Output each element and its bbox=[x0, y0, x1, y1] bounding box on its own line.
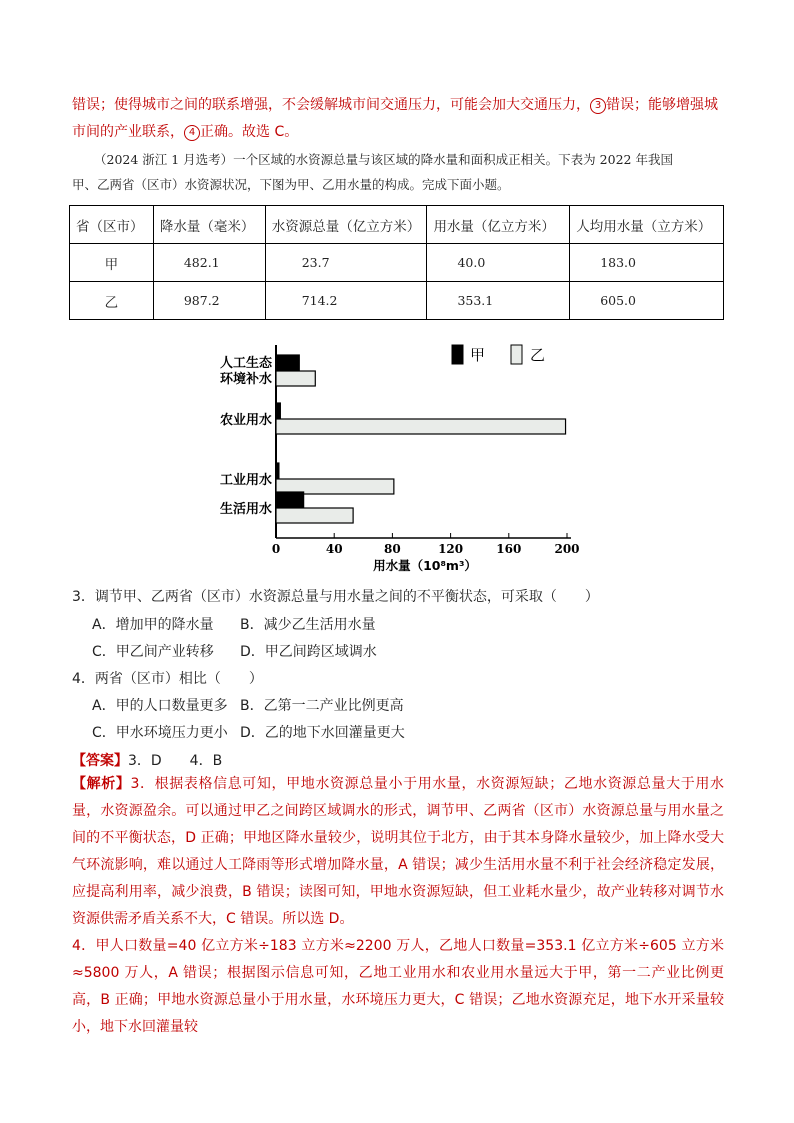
circled-number: 4 bbox=[184, 125, 200, 141]
table-cell: 987.2 bbox=[153, 282, 265, 320]
table-cell: 353.1 bbox=[427, 282, 570, 320]
bar-yi bbox=[276, 508, 353, 523]
top-text-segment: 错误；使得城市之间的联系增强，不会缓解城市间交通压力，可能会加大交通压力， bbox=[72, 97, 590, 113]
intro-line-2: 甲、乙两省（区市）水资源状况，下图为甲、乙用水量的构成。完成下面小题。 bbox=[72, 177, 510, 192]
category-label: 工业用水 bbox=[219, 473, 272, 488]
legend-label-yi: 乙 bbox=[530, 346, 546, 364]
table-cell: 482.1 bbox=[153, 244, 265, 282]
x-tick-label: 200 bbox=[554, 542, 580, 556]
answer-line bbox=[72, 750, 222, 770]
table-cell: 甲 bbox=[70, 244, 154, 282]
bar-yi bbox=[276, 371, 315, 386]
intro-line-1: （2024 浙江 1 月选考）一个区域的水资源总量与该区域的降水量和面积成正相关。下表为 2022 年我国 bbox=[94, 152, 673, 167]
answer-label: 【答案】 bbox=[72, 753, 128, 769]
option-b: B．乙第一二产业比例更高 bbox=[240, 698, 404, 714]
x-tick-label: 80 bbox=[384, 542, 401, 556]
bar-jia bbox=[276, 492, 304, 507]
x-tick-label: 160 bbox=[496, 542, 522, 556]
table-header: 水资源总量（亿立方米） bbox=[265, 206, 427, 244]
bar-jia bbox=[276, 403, 280, 418]
question-4-options-row-1 bbox=[92, 695, 404, 715]
option-d: D．乙的地下水回灌量更大 bbox=[240, 725, 405, 741]
circled-number: 3 bbox=[590, 98, 606, 114]
analysis-paragraph-3 bbox=[72, 771, 724, 933]
analysis-label: 【解析】 bbox=[72, 776, 131, 792]
category-label: 人工生态 bbox=[219, 356, 272, 371]
answer-text: 3．D 4．B bbox=[128, 753, 223, 769]
analysis-paragraph-4: 4．甲人口数量=40 亿立方米÷183 立方米≈2200 万人，乙地人口数量=353.1 亿立方米÷605 立方米≈5800 万人，A 错误；根据图示信息可知，乙地工业用水和农业用水量远大于甲，第一二产业比例更高，B 正确；甲地水资源总量小于用水量，水环境压力更大，C 错误；乙地水资源充足，地下水开采量较小，地下水回灌量较 bbox=[72, 938, 724, 1035]
table-header: 降水量（毫米） bbox=[153, 206, 265, 244]
top-text-segment: 正确。故选 C。 bbox=[200, 124, 299, 140]
bar-jia bbox=[276, 463, 279, 478]
option-d: D．甲乙间跨区域调水 bbox=[240, 644, 377, 660]
bar-jia bbox=[276, 355, 299, 370]
table-header: 用水量（亿立方米） bbox=[427, 206, 570, 244]
option-c: C．甲水环境压力更小 bbox=[92, 725, 228, 741]
category-label: 生活用水 bbox=[219, 502, 272, 517]
x-axis-label: 用水量（10⁸m³） bbox=[373, 558, 477, 573]
top-text-segment: 错误；能够增强城 bbox=[606, 97, 718, 113]
table-header: 省（区市） bbox=[70, 206, 154, 244]
question-3-stem: 3．调节甲、乙两省（区市）水资源总量与用水量之间的不平衡状态，可采取（ ） bbox=[72, 589, 599, 605]
analysis-text-3: 3．根据表格信息可知，甲地水资源总量小于用水量，水资源短缺；乙地水资源总量大于用水量，水资源盈余。可以通过甲乙之间跨区域调水的形式，调节甲、乙两省（区市）水资源总量与用水量之间的不平衡状态，D 正确；甲地区降水量较少，说明其位于北方，由于其本身降水量较少，加上降水受大气环流影响，难以通过人工降雨等形式增加降水量，A 错误；减少生活用水量不利于社会经济稳定发展，应提高利用率，减少浪费，B 错误；读图可知，甲地水资源短缺，但工业耗水量少，故产业转移对调节水资源供需矛盾关系不大，C 错误。所以选 D。 bbox=[72, 776, 725, 927]
option-b: B．减少乙生活用水量 bbox=[240, 617, 376, 633]
option-a: A．甲的人口数量更多 bbox=[92, 698, 228, 714]
table-cell: 乙 bbox=[70, 282, 154, 320]
question-3-options-row-1 bbox=[92, 614, 376, 634]
question-4-stem: 4．两省（区市）相比（ ） bbox=[72, 671, 263, 687]
legend-swatch-yi bbox=[511, 345, 522, 364]
option-c: C．甲乙间产业转移 bbox=[92, 644, 214, 660]
x-tick-label: 120 bbox=[438, 542, 464, 556]
option-a: A．增加甲的降水量 bbox=[92, 617, 214, 633]
question-3-options-row-2 bbox=[92, 641, 377, 661]
table-cell: 605.0 bbox=[570, 282, 724, 320]
table-cell: 23.7 bbox=[265, 244, 427, 282]
x-tick-label: 40 bbox=[325, 542, 343, 556]
table-cell: 183.0 bbox=[570, 244, 724, 282]
legend-label-jia: 甲 bbox=[470, 346, 486, 364]
table-header: 人均用水量（立方米） bbox=[570, 206, 724, 244]
x-tick-label: 0 bbox=[271, 542, 281, 556]
table-cell: 714.2 bbox=[265, 282, 427, 320]
legend-swatch-jia bbox=[452, 345, 463, 364]
category-label: 环境补水 bbox=[219, 372, 272, 387]
table-cell: 40.0 bbox=[427, 244, 570, 282]
question-4-options-row-2 bbox=[92, 722, 405, 742]
category-label: 农业用水 bbox=[219, 413, 272, 428]
top-text-segment: 市间的产业联系， bbox=[72, 124, 184, 140]
bar-yi bbox=[276, 419, 566, 434]
